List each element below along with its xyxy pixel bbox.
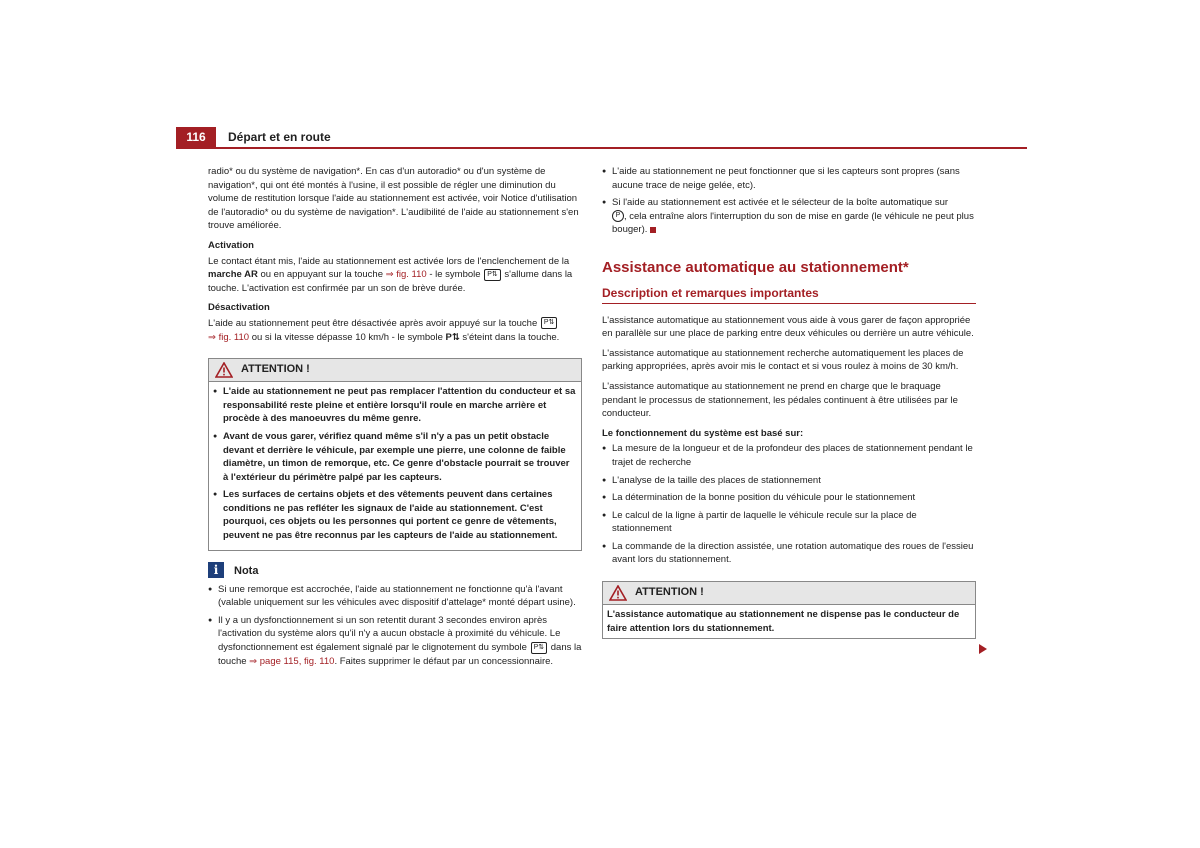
- description-paragraph: L'assistance automatique au stationnement ne prend en charge que le braquage pendant le processus de stationnement, les pédales continuent à être utilisées par le conducteur.: [602, 380, 958, 420]
- sub-title: Description et remarques importantes: [602, 287, 976, 304]
- left-column: [208, 165, 582, 672]
- park-key-icon: P⇅: [531, 642, 548, 654]
- note-header: [208, 561, 582, 583]
- note-text: Il y a un dysfonctionnement si un son retentit durant 3 secondes environ après l'activation du système alors qu'il n'y a aucun obstacle à proximité du véhicule. Le dysfonctionnement est également signalé par le clignotement du symbole: [218, 614, 561, 654]
- activation-text: ou en appuyant sur la touche: [257, 269, 386, 281]
- function-item: ● La détermination de la bonne position du véhicule pour le stationnement: [602, 491, 976, 505]
- main-title: Assistance automatique au stationnement*: [602, 258, 909, 276]
- end-marker-icon: [650, 227, 656, 233]
- right-column: [602, 165, 976, 649]
- attention-label: ATTENTION !: [635, 586, 704, 599]
- function-item: ● Le calcul de la ligne à partir de laquelle le véhicule recule sur la place de stationnement: [602, 509, 976, 536]
- bullet-text: , cela entraîne alors l'interruption du son de mise en garde (le véhicule ne peut plus bouger).: [612, 210, 974, 236]
- sensor-bullet: ● L'aide au stationnement ne peut fonctionner que si les capteurs sont propres (sans aucune trace de neige gelée, etc).: [602, 165, 976, 192]
- attention-body: [209, 382, 581, 550]
- warning-triangle-icon: [215, 362, 233, 378]
- note-label: Nota: [234, 564, 259, 577]
- activation-text: - le symbole: [426, 269, 484, 281]
- attention-item: ● L'aide au stationnement ne peut pas remplacer l'attention du conducteur et sa responsabilité reste pleine et entière lorsqu'il roule en marche arrière et procède à des manoeuvres du même genre.: [213, 385, 577, 426]
- attention-item: ● Les surfaces de certains objets et des vêtements peuvent dans certaines conditions ne pas refléter les signaux de l'aide au stationnement. C'est pourquoi, ces objets ou les personnes qui portent ce genre de vêtements, peuvent ne pas être reconnus par les capteurs de l'aide au stationnement.: [213, 488, 577, 542]
- selector-bullet: [602, 196, 976, 237]
- attention-box-2: [602, 581, 976, 639]
- fig-link[interactable]: ⇒ fig. 110: [208, 331, 250, 343]
- park-key-icon: P⇅: [541, 317, 558, 329]
- deactivation-paragraph: [208, 317, 582, 344]
- deactivation-text: ou si la vitesse dépasse 10 km/h - le symbole: [249, 331, 446, 343]
- attention-header: [603, 582, 975, 605]
- attention-label: ATTENTION !: [241, 363, 310, 376]
- deactivation-text: L'aide au stationnement peut être désactivée après avoir appuyé sur la touche: [208, 317, 540, 329]
- activation-paragraph: [208, 255, 582, 296]
- page-link[interactable]: ⇒ page 115, fig. 110: [249, 655, 335, 667]
- note-text: dans la touche: [218, 642, 582, 667]
- page-number: 116: [176, 127, 216, 148]
- park-position-icon: P: [612, 210, 624, 222]
- header-rule: [176, 147, 1027, 149]
- warning-triangle-icon: [609, 585, 627, 601]
- page-header: [176, 127, 1027, 149]
- activation-heading: Activation: [208, 239, 254, 251]
- fig-link[interactable]: ⇒ fig. 110: [385, 269, 427, 281]
- function-item: ● L'analyse de la taille des places de stationnement: [602, 474, 976, 488]
- section-title: Départ et en route: [228, 130, 331, 144]
- bullet-text: Si l'aide au stationnement est activée et le sélecteur de la boîte automatique sur: [612, 197, 949, 209]
- note-item: [208, 614, 582, 668]
- note-text: . Faites supprimer le défaut par un concessionnaire.: [334, 655, 554, 667]
- activation-text: Le contact étant mis, l'aide au stationnement est activée lors de l'enclenchement de la: [208, 255, 570, 267]
- deactivation-text: s'éteint dans la touche.: [459, 331, 560, 343]
- park-symbol-icon: P⇅: [445, 331, 460, 343]
- attention-header: [209, 359, 581, 382]
- function-item: ● La mesure de la longueur et de la profondeur des places de stationnement pendant le trajet de recherche: [602, 442, 976, 469]
- activation-bold: marche AR: [208, 269, 258, 281]
- note-item: ● Si une remorque est accrochée, l'aide au stationnement ne fonctionne qu'à l'avant (valable uniquement sur les véhicules avec dispositif d'attelage* monté départ usine).: [208, 583, 582, 610]
- function-heading: Le fonctionnement du système est basé sur:: [602, 427, 804, 439]
- description-paragraph: L'assistance automatique au stationnement recherche automatiquement les places de parking appropriées, après avoir mis le contact et si vous roulez à moins de 30 km/h.: [602, 347, 964, 373]
- attention-item: ● Avant de vous garer, vérifiez quand même s'il n'y a pas un petit obstacle devant et derrière le véhicule, par exemple une pierre, une colonne de faible diamètre, un timon de remorque, etc. Ce genre d'obstacle pourrait se trouver à l'extérieur du périmètre palpé par les capteurs.: [213, 430, 577, 484]
- attention-box: [208, 358, 582, 551]
- next-page-arrow-icon[interactable]: [979, 644, 987, 654]
- activation-text: s'allume dans la touche. L'activation est confirmée par un son de brève durée.: [208, 269, 573, 294]
- attention-body: L'assistance automatique au stationnement ne dispense pas le conducteur de faire attention lors du stationnement.: [607, 609, 960, 634]
- description-paragraph: L'assistance automatique au stationnement vous aide à vous garer de façon appropriée en parallèle sur une place de parking entre deux véhicules ou derrière un autre véhicule.: [602, 314, 974, 340]
- info-icon: i: [208, 562, 224, 578]
- function-item: ● La commande de la direction assistée, une rotation automatique des roues de l'essieu avant lors du stationnement.: [602, 540, 976, 567]
- intro-paragraph: radio* ou du système de navigation*. En cas d'un autoradio* ou d'un système de navigation*, qui ont été montés à l'usine, il est possible de régler une diminution du volume de restitution lorsque l'aide au stationnement est activée, voir Notice d'utilisation de l'autoradio* ou du système de navigation*. L'audibilité de l'aide au stationnement s'en trouve améliorée.: [208, 166, 579, 232]
- park-key-icon: P⇅: [484, 269, 501, 281]
- deactivation-heading: Désactivation: [208, 302, 270, 314]
